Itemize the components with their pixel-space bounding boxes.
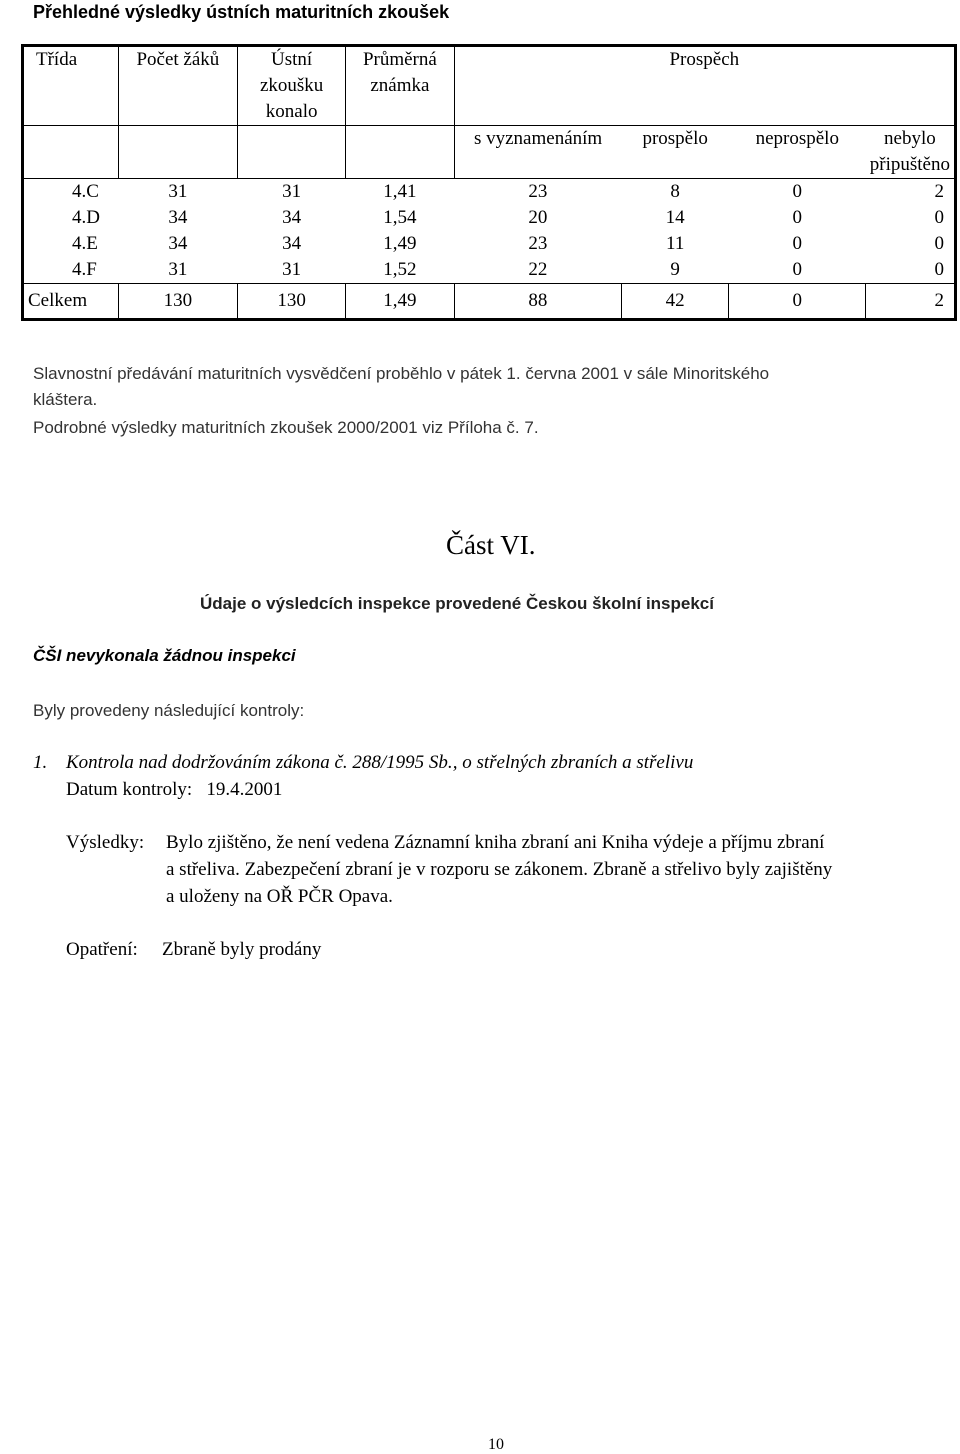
cell-neprospelo: 0 [729, 284, 866, 320]
opatreni-label: Opatření: [66, 939, 138, 960]
cell-prumerna: 1,54 [383, 207, 417, 228]
table-row [23, 257, 956, 284]
header-ustni-line3: konalo [265, 101, 318, 122]
header-pocet: Počet žáků [118, 46, 237, 126]
kontrola-date-label: Datum kontroly: [66, 779, 193, 800]
cell-prospelo: 11 [666, 233, 685, 254]
cell-vyznamenani: 23 [528, 233, 548, 254]
cell-neprospelo: 0 [792, 233, 803, 254]
subheader-empty-3 [238, 126, 346, 179]
cell-neprospelo: 0 [729, 179, 866, 206]
results-line-2: a střeliva. Zabezpečení zbraní je v rozporu se zákonem. Zbraně a střelivo byly zajištěny [166, 859, 833, 880]
cell-pocet: 31 [168, 259, 188, 280]
subheader-nebylo-line1: nebylo [884, 128, 936, 149]
cell-prumerna: 1,52 [383, 259, 417, 280]
paragraph-podrobne: Podrobné výsledky maturitních zkoušek 2000/2001 viz Příloha č. 7. [33, 418, 539, 437]
cell-ustni: 34 [282, 207, 302, 228]
header-prumerna-line2: známka [370, 75, 430, 96]
cell-ustni: 130 [238, 284, 346, 320]
cell-neprospelo: 0 [792, 259, 803, 280]
kontrola-date-value: 19.4.2001 [206, 779, 283, 800]
results-table [21, 44, 957, 321]
kontrola-title-part2: , o střelných zbraních a střelivu [452, 752, 694, 773]
cell-neprospelo: 0 [792, 207, 803, 228]
kontrola-number: 1. [33, 752, 48, 773]
subheader-neprospelo: neprospělo [729, 126, 866, 179]
cell-prumerna: 1,41 [346, 179, 454, 206]
results-line-3: a uloženy na OŘ PČR Opava. [166, 886, 393, 907]
cell-nebylo: 2 [866, 179, 956, 206]
table-header-row [23, 46, 956, 126]
kontrola-date [66, 779, 282, 801]
cell-prumerna: 1,49 [383, 233, 417, 254]
header-ustni [238, 46, 346, 126]
table-subheader-row [23, 126, 956, 179]
subheader-nebylo-line2: připuštěno [869, 154, 950, 175]
cell-prospelo: 8 [622, 179, 729, 206]
part-subtitle: Údaje o výsledcích inspekce provedené Českou školní inspekcí [200, 594, 714, 613]
cell-prumerna: 1,49 [346, 284, 454, 320]
cell-ustni: 34 [282, 233, 302, 254]
table-row [23, 205, 956, 231]
cell-prospelo: 9 [670, 259, 680, 280]
cell-pocet: 34 [168, 207, 188, 228]
cell-nebylo: 0 [934, 233, 944, 254]
cell-trida: 4.F [72, 259, 97, 280]
header-prospech: Prospěch [454, 46, 955, 126]
subheader-prospelo: prospělo [622, 126, 729, 179]
cell-pocet: 130 [118, 284, 237, 320]
cell-prospelo: 14 [665, 207, 685, 228]
part-title: Část VI. [446, 530, 536, 560]
csi-note: ČŠI nevykonala žádnou inspekci [33, 646, 296, 665]
subheader-empty-4 [346, 126, 454, 179]
cell-trida: 4.C [23, 179, 119, 206]
cell-vyznamenani: 23 [454, 179, 621, 206]
paragraph-predavani-line2: kláštera. [33, 390, 98, 409]
cell-nebylo: 0 [934, 259, 944, 280]
opatreni-value: Zbraně byly prodány [162, 939, 322, 960]
kontrola-title-part1: Kontrola nad dodržováním zákona č. 288/1995 Sb. [66, 752, 453, 773]
results-line-1: Bylo zjištěno, že není vedena Záznamní kniha zbraní ani Kniha výdeje a příjmu zbraní [166, 832, 825, 853]
kontrola-title [66, 752, 693, 774]
table-row [23, 179, 956, 206]
cell-pocet: 34 [168, 233, 188, 254]
paragraph-predavani-line1: Slavnostní předávání maturitních vysvědčení proběhlo v pátek 1. června 2001 v sále Minoritského [33, 364, 770, 383]
cell-ustni: 31 [282, 259, 302, 280]
header-ustni-line2: zkoušku [259, 75, 324, 96]
page-heading: Přehledné výsledky ústních maturitních zkoušek [33, 2, 450, 22]
cell-trida: Celkem [23, 284, 119, 320]
subheader-empty-2 [118, 126, 237, 179]
subheader-nebylo [866, 126, 956, 179]
results-label: Výsledky: [66, 832, 145, 853]
cell-trida: 4.D [72, 207, 100, 228]
header-prumerna-line1: Průměrná [362, 49, 437, 70]
cell-prospelo: 42 [622, 284, 729, 320]
cell-nebylo: 0 [934, 207, 944, 228]
cell-trida: 4.E [72, 233, 98, 254]
subheader-empty-1 [23, 126, 119, 179]
page-number: 10 [488, 1436, 504, 1453]
cell-ustni: 31 [238, 179, 346, 206]
subheader-vyznamenani: s vyznamenáním [454, 126, 621, 179]
cell-vyznamenani: 88 [454, 284, 621, 320]
header-ustni-line1: Ústní [271, 49, 313, 70]
table-row [23, 231, 956, 257]
cell-vyznamenani: 22 [528, 259, 548, 280]
header-trida: Třída [36, 49, 78, 70]
header-prumerna [346, 46, 454, 126]
cell-nebylo: 2 [866, 284, 956, 320]
kontroly-intro: Byly provedeny následující kontroly: [33, 701, 305, 720]
table-total-row [23, 284, 956, 320]
cell-pocet: 31 [118, 179, 237, 206]
cell-vyznamenani: 20 [528, 207, 548, 228]
